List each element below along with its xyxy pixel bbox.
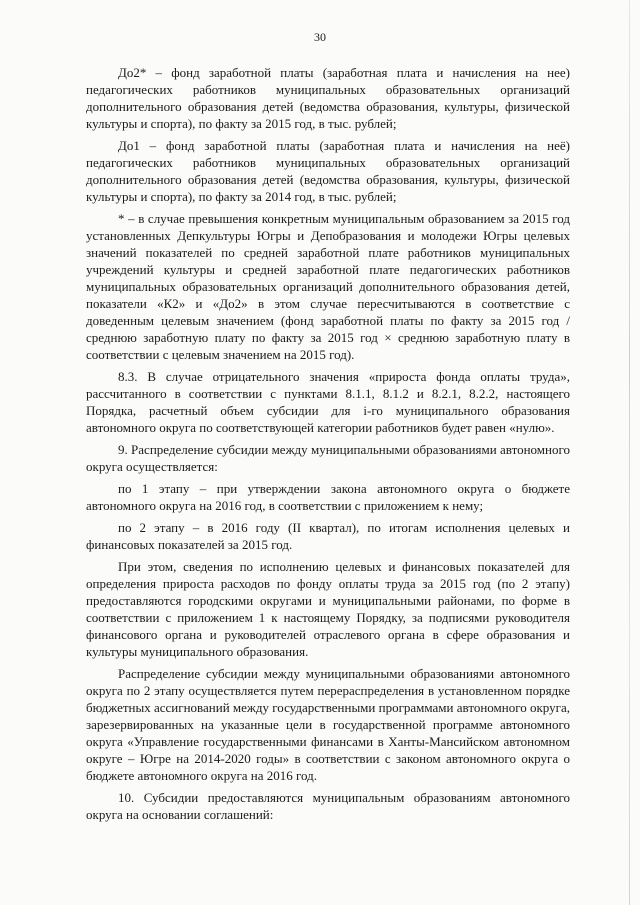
paragraph-redistribution: Распределение субсидии между муниципальными образованиями автономного округа по 2 этапу осуществляется путем перераспределения в установленном порядке бюджетных ассигнований между государственными программами автономного округа, зарезервированных на указанные цели в государственной программе автономного округа «Управление государственными финансами в Ханты-Мансийском автономном округе – Югре на 2014-2020 годы» в соответствии с законом автономного округа о бюджете автономного округа на 2016 год. (86, 666, 570, 783)
paragraph-do2-definition: До2* – фонд заработной платы (заработная плата и начисления на нее) педагогических работников муниципальных образовательных организаций дополнительного образования детей (ведомства образования, культуры, физической культуры и спорта), по факту за 2015 год, в тыс. рублей; (86, 65, 570, 131)
paragraph-reporting: При этом, сведения по исполнению целевых и финансовых показателей для определения прироста расходов по фонду оплаты труда за 2015 год (по 2 этапу) предоставляются городскими округами и муниципальными районами, по форме в соответствии с приложением 1 к настоящему Порядку, за подписями руководителя финансового органа и руководителей отраслевого органа в сфере образования и культуры муниципального образования. (86, 559, 570, 659)
paragraph-8-3: 8.3. В случае отрицательного значения «прироста фонда оплаты труда», рассчитанного в соответствии с пунктами 8.1.1, 8.1.2 и 8.2.1, 8.2.2, настоящего Порядка, расчетный объем субсидии для i-го муниципального образования автономного округа по соответствующей категории работников будет равен «нулю». (86, 369, 570, 435)
paragraph-10: 10. Субсидии предоставляются муниципальным образованиям автономного округа на основании соглашений: (86, 790, 570, 822)
page-number: 30 (314, 30, 326, 44)
paragraph-do1-definition: До1 – фонд заработной платы (заработная плата и начисления на неё) педагогических работников муниципальных образовательных организаций дополнительного образования детей (ведомства образования, культуры, физической культуры и спорта), по факту за 2014 год, в тыс. рублей; (86, 138, 570, 204)
paragraph-stage-1: по 1 этапу – при утверждении закона автономного округа о бюджете автономного округа на 2016 год, в соответствии с приложением к нему; (86, 481, 570, 513)
paragraph-9: 9. Распределение субсидии между муниципальными образованиями автономного округа осуществляется: (86, 442, 570, 474)
paragraph-footnote-recalculation: * – в случае превышения конкретным муниципальным образованием за 2015 год установленных Депкультуры Югры и Депобразования и молодежи Югры целевых значений показателей по средней заработной плате работников муниципальных учреждений культуры и средней заработной плате педагогических работников муниципальных образовательных организаций дополнительного образования детей, показатели «К2» и «До2» в этом случае пересчитываются в соответствие с доведенным целевым значением (фонд заработной платы по факту за 2015 год / среднюю заработную плату по факту за 2015 год × среднюю заработную плату в соответствии с целевым значением на 2015 год). (86, 211, 570, 362)
paragraph-stage-2: по 2 этапу – в 2016 году (II квартал), по итогам исполнения целевых и финансовых показателей за 2015 год. (86, 520, 570, 552)
scan-edge-line (629, 0, 630, 905)
document-body (86, 64, 570, 828)
